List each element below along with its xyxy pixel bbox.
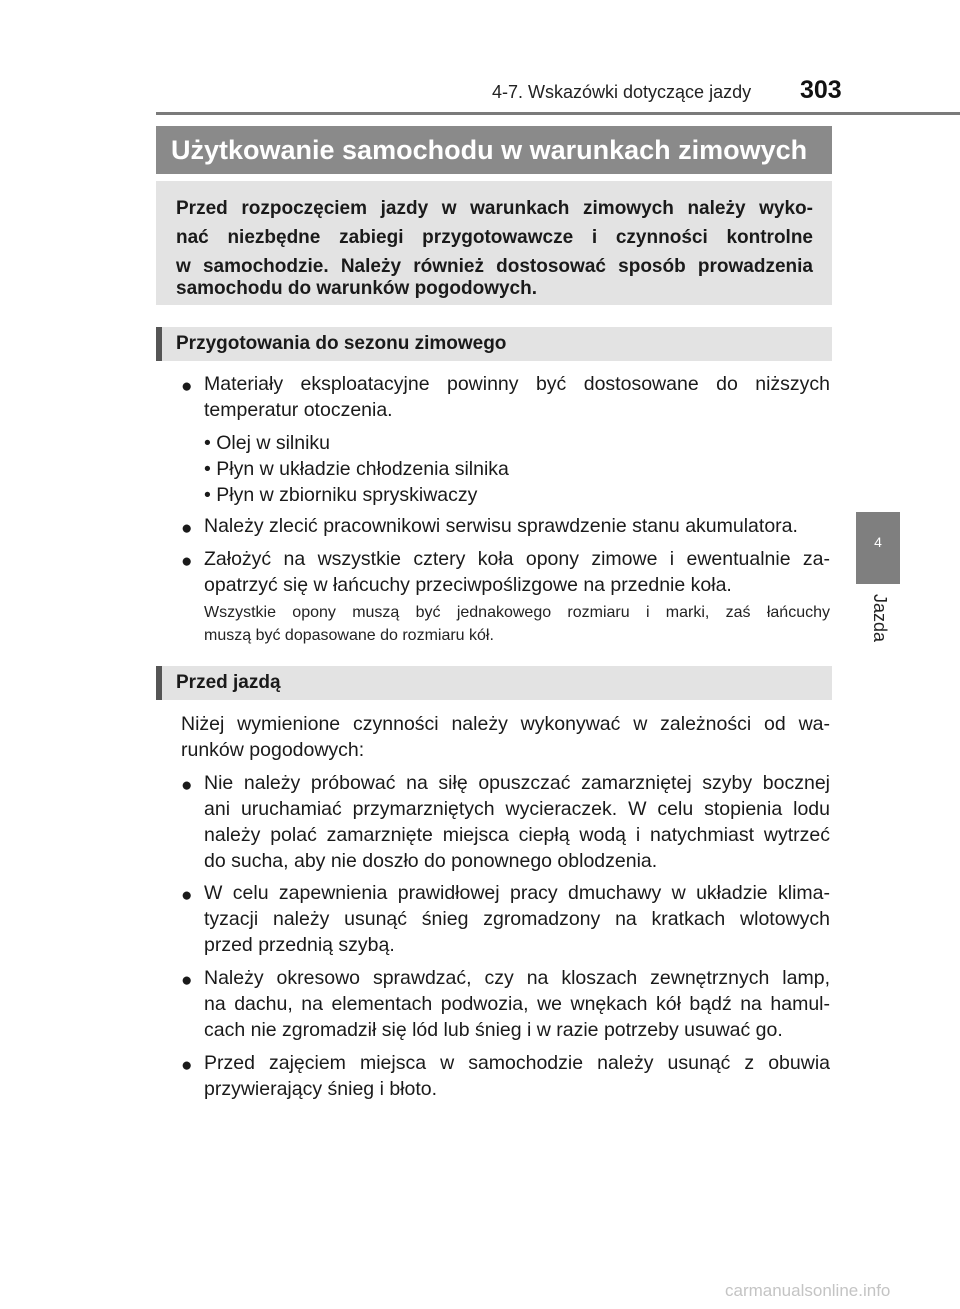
bullet-text: Założyć na wszystkie cztery koła opony zimowe i ewentualnie za-: [204, 548, 830, 570]
bullet-icon: ●: [181, 551, 193, 572]
intro-box: [156, 181, 832, 305]
intro-line: nać niezbędne zabiegi przygotowawcze i czynności kontrolne: [176, 227, 813, 248]
bullet-text: opatrzyć się w łańcuchy przeciwpoślizgowe na przednie koła.: [204, 574, 732, 596]
bullet-text: Materiały eksploatacyjne powinny być dostosowane do niższych: [204, 373, 830, 395]
bullet-icon: ●: [181, 885, 193, 906]
bullet-text: temperatur otoczenia.: [204, 399, 393, 421]
bullet-text: Nie należy próbować na siłę opuszczać zamarzniętej szyby bocznej: [204, 772, 830, 794]
header-rule: [156, 112, 960, 115]
sub-item: • Płyn w układzie chłodzenia silnika: [204, 458, 509, 480]
bullet-icon: ●: [181, 376, 193, 397]
bullet-text: na dachu, na elementach podwozia, we wnękach kół bądź na hamul-: [204, 993, 830, 1015]
section-heading-bar: [156, 327, 162, 361]
bullet-text: ani uruchamiać przymarzniętych wycieraczek. W celu stopienia lodu: [204, 798, 830, 820]
section-heading-bar: [156, 666, 162, 700]
title-bar: [156, 126, 832, 174]
chapter-label: Jazda: [870, 594, 890, 643]
bullet-text: W celu zapewnienia prawidłowej pracy dmuchawy w układzie klima-: [204, 882, 830, 904]
bullet-text: cach nie zgromadził się lód lub śnieg i w razie potrzeby usuwać go.: [204, 1019, 783, 1041]
bullet-text: przed przednią szybą.: [204, 934, 395, 956]
bullet-text: Należy zlecić pracownikowi serwisu sprawdzenie stanu akumulatora.: [204, 515, 798, 537]
chapter-number: 4: [874, 534, 882, 550]
note-text: muszą być dopasowane do rozmiaru kół.: [204, 627, 494, 644]
bullet-text: tyzacji należy usunąć śnieg zgromadzony na kratkach wlotowych: [204, 908, 830, 930]
section-heading-label: Przygotowania do sezonu zimowego: [176, 333, 507, 354]
bullet-text: należy polać zamarznięte miejsca ciepłą wodą i natychmiast wytrzeć: [204, 824, 830, 846]
paragraph-text: runków pogodowych:: [181, 739, 365, 761]
intro-line: samochodu do warunków pogodowych.: [176, 278, 538, 299]
intro-line: Przed rozpoczęciem jazdy w warunkach zimowych należy wyko-: [176, 198, 813, 219]
watermark-text: carmanualsonline.info: [725, 1281, 891, 1300]
bullet-icon: ●: [181, 970, 193, 991]
intro-line: w samochodzie. Należy również dostosować sposób prowadzenia: [176, 256, 813, 277]
section-heading-winter-prep: [156, 327, 832, 361]
page-number: 303: [800, 76, 842, 104]
bullet-icon: ●: [181, 518, 193, 539]
chapter-tab: [856, 512, 900, 584]
bullet-icon: ●: [181, 1055, 193, 1076]
note-text: Wszystkie opony muszą być jednakowego rozmiaru i marki, zaś łańcuchy: [204, 604, 830, 621]
running-header-section: 4-7. Wskazówki dotyczące jazdy: [492, 82, 752, 102]
sub-item: • Płyn w zbiorniku spryskiwaczy: [204, 484, 478, 506]
bullet-text: przywierający śnieg i błoto.: [204, 1078, 438, 1100]
section-heading-before-driving: [156, 666, 832, 700]
page-title: Użytkowanie samochodu w warunkach zimowych: [171, 135, 808, 165]
paragraph-text: Niżej wymienione czynności należy wykonywać w zależności od wa-: [181, 713, 830, 735]
section-heading-label: Przed jazdą: [176, 672, 281, 693]
bullet-icon: ●: [181, 775, 193, 796]
bullet-text: do sucha, aby nie doszło do ponownego oblodzenia.: [204, 850, 658, 872]
sub-item: • Olej w silniku: [204, 432, 331, 454]
bullet-text: Należy okresowo sprawdzać, czy na kloszach zewnętrznych lamp,: [204, 967, 830, 989]
bullet-text: Przed zajęciem miejsca w samochodzie należy usunąć z obuwia: [204, 1052, 830, 1074]
